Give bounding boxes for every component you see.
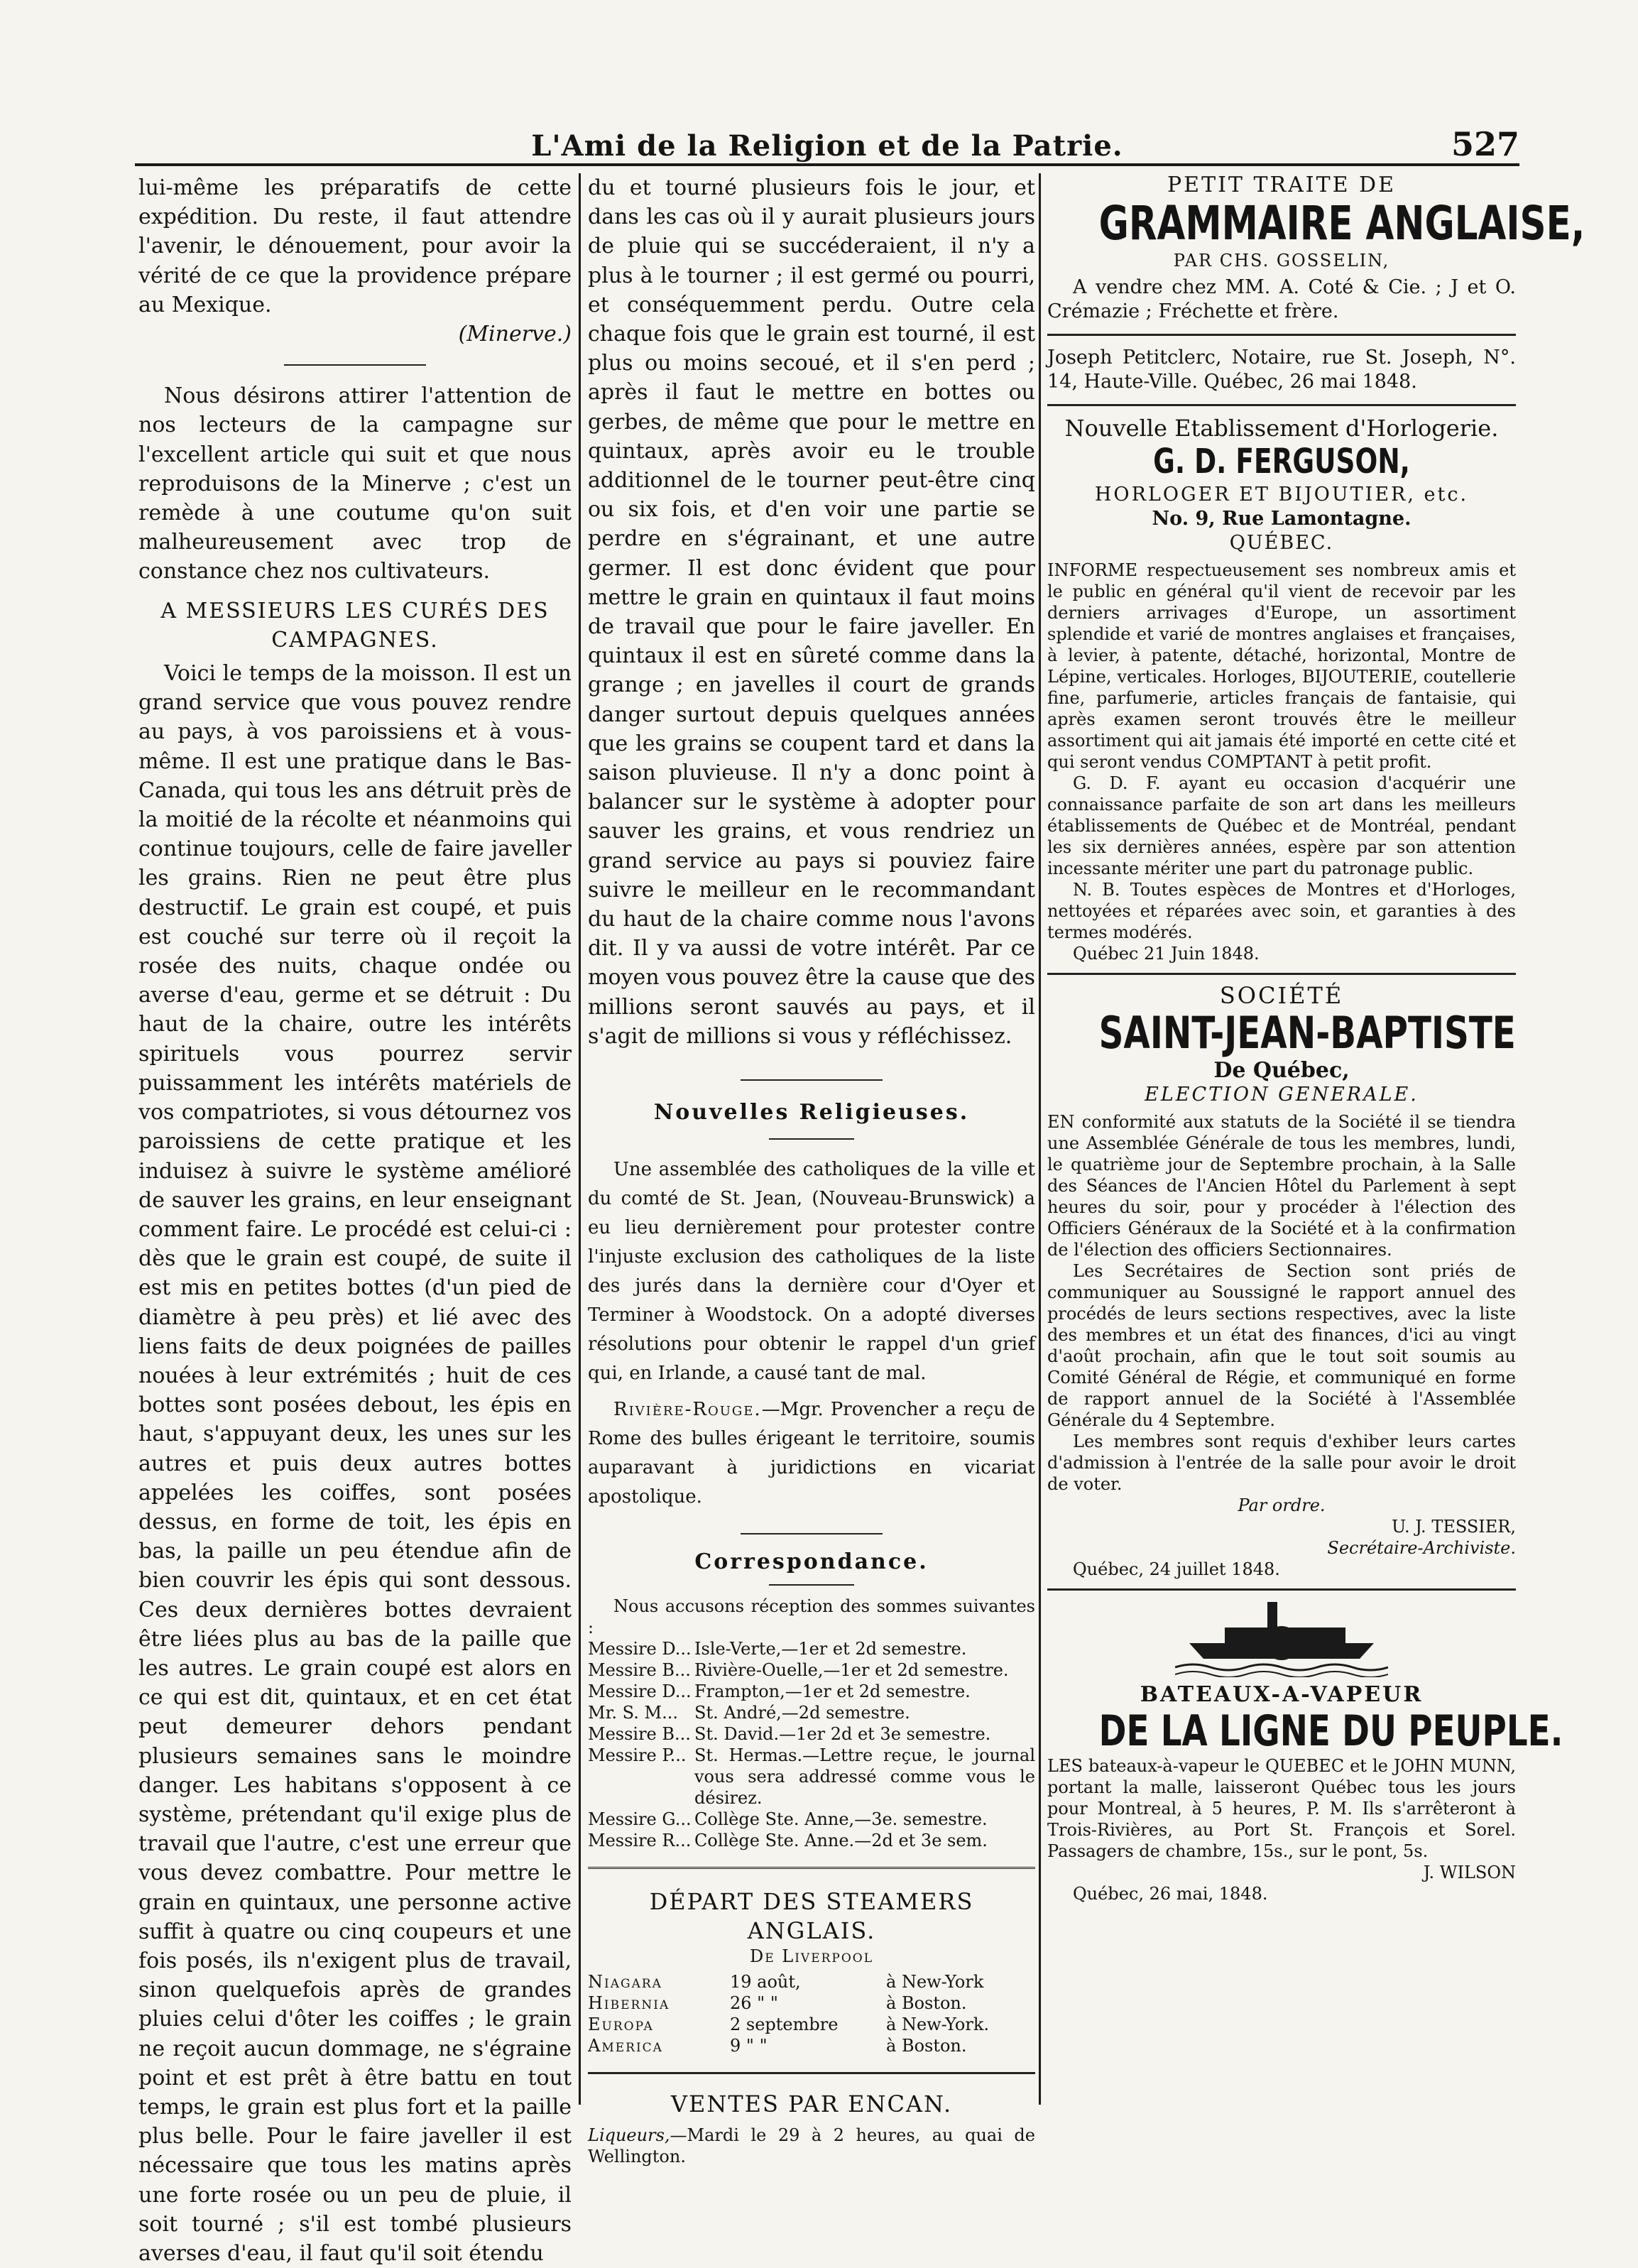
steamer-row: Niagara 19 août, à New-York	[588, 1971, 984, 1992]
receipt-row: Messire B... St. David.—1er 2d et 3e semestre.	[588, 1723, 991, 1744]
correspondence-intro: Nous accusons réception des sommes suivantes :	[588, 1596, 1035, 1637]
society-ad-title: SAINT-JEAN-BAPTISTE	[1098, 1007, 1516, 1059]
receipt-row: Messire D... Frampton,—1er et 2d semestre.	[588, 1681, 971, 1701]
watch-ad-address: No. 9, Rue Lamontagne.	[1152, 508, 1412, 530]
watch-ad-trade: HORLOGER ET BIJOUTIER, etc.	[1094, 484, 1469, 506]
steamer-row: Hibernia 26 " " à Boston.	[588, 1992, 967, 2013]
newspaper-title: L'Ami de la Religion et de la Patrie.	[531, 129, 1123, 163]
divider	[588, 1867, 1035, 1872]
watch-ad-text: INFORME respectueusement ses nombreux amis et le public en général qu'il vient de recevoir par les derniers arrivages d'Europe, un assortiment splendide et varié de montres anglaises et françaises, à levier, à patente, détaché, horizontal, Montre de Lépine, verticales. Horloges, BIJOUTERIE, coutellerie fine, parfumerie, articles français de fantaisie, qui après examen seront trouvés être le meilleur assortiment qui ait jamais été importé en cette cité et qui seront vendus COMPTANT à petit profit.	[1047, 560, 1516, 772]
society-ad-date: Québec, 24 juillet 1848.	[1073, 1559, 1280, 1579]
watch-ad-title: Nouvelle Etablissement d'Horlogerie.	[1064, 415, 1499, 442]
column-1	[138, 173, 572, 2268]
divider	[1047, 973, 1516, 975]
page-number: 527	[1451, 125, 1519, 163]
auction-heading: VENTES PAR ENCAN.	[670, 2090, 953, 2117]
society-ad-p3: Les membres sont requis d'exhiber leurs cartes d'admission à l'entrée de la salle pour avoir le droit de voter.	[1047, 1432, 1516, 1494]
watch-ad-nb: N. B. Toutes espèces de Montres et d'Horloges, nettoyées et réparées avec soin, et garanties à des termes modérés.	[1047, 880, 1516, 942]
society-ad-p1: EN conformité aux statuts de la Société il se tiendra une Assemblée Générale de tous les membres, lundi, le quatrième jour de Septembre prochain, à la Salle des Séances de l'Ancien Hôtel du Parlement à sept heures du soir, pour y procéder à l'élection des Officiers Généraux de la Société et à la confirmation de l'élection des officiers Sectionnaires.	[1047, 1112, 1516, 1260]
steamboat-ad-date: Québec, 26 mai, 1848.	[1073, 1884, 1268, 1904]
divider	[284, 364, 426, 366]
auction-detail: —Mardi le 29 à 2 heures, au quai de Wellington.	[588, 2125, 1035, 2167]
watch-ad-city: QUÉBEC.	[1229, 532, 1334, 554]
receipt-row: Messire P... St. Hermas.—Lettre reçue, le journal vous sera addressé comme vous le désirez.	[588, 1745, 1035, 1808]
column-3	[1047, 173, 1585, 1904]
receipt-row: Messire B... Rivière-Ouelle,—1er et 2d semestre.	[588, 1659, 1009, 1680]
news-item: Une assemblée des catholiques de la ville et du comté de St. Jean, (Nouveau-Brunswick) a eu lieu dernièrement pour protester contre l'injuste exclusion des catholiques de la liste des jurés dans la dernière cour d'Oyer et Terminer à Woodstock. On a adopté diverses résolutions pour obtenir le rappel d'un grief qui, en Irlande, a causé tant de mal.	[588, 1159, 1035, 1385]
society-ad-role: Secrétaire-Archiviste.	[1327, 1538, 1516, 1558]
news-item-red-river	[588, 1395, 1035, 1512]
receipt-row: Messire R... Collège Ste. Anne.—2d et 3e sem.	[588, 1830, 988, 1850]
watch-ad-text2: G. D. F. ayant eu occasion d'acquérir une connaissance parfaite de son art dans les meilleurs établissements de Québec et de Montréal, pendant les six dernières années, espère par son attention incessante mériter une part du patronage public.	[1047, 773, 1516, 878]
society-ad-election: ELECTION GENERALE.	[1145, 1084, 1419, 1106]
steamers-heading: DÉPART DES STEAMERS ANGLAIS.	[649, 1887, 974, 1944]
society-ad-p2: Les Secrétaires de Section sont priés de communiquer au Soussigné le rapport annuel des procédés de leurs sections respectives, avec la liste des membres et un état des finances, d'ici au vingt d'août prochain, afin que le tout soit soumis au Comité Général de Régie, et communiqué en forme de rapport annuel de la Société à l'Assemblée Générale du 4 Septembre.	[1047, 1261, 1516, 1430]
receipt-row: Messire D... Isle-Verte,—1er et 2d semestre.	[588, 1638, 967, 1659]
divider	[741, 1533, 883, 1534]
auction-text	[588, 2125, 1035, 2167]
steamer-row: America 9 " " à Boston.	[588, 2035, 967, 2056]
divider	[1047, 334, 1516, 336]
steamboat-ad-text: LES bateaux-à-vapeur le QUEBEC et le JOHN MUNN, portant la malle, laisseront Québec tous les jours pour Montreal, à 5 heures, P. M. Ils s'arrêteront à Trois-Rivières, au Port St. François et Sorel. Passagers de chambre, 15s., sur le pont, 5s.	[1047, 1756, 1516, 1861]
article-body: Voici le temps de la moisson. Il est un grand service que vous pouvez rendre au pays, à vos paroissiens et à vous-même. Il est une pratique dans le Bas-Canada, qui tous les ans détruit près de la moitié de la récolte et néanmoins qui continue toujours, celle de faire javeller les grains. Rien ne peut être plus destructif. Le grain est coupé, et puis est couché sur terre où il reçoit la rosée des nuits, chaque ondée ou averse d'eau, germe et se détruit : Du haut de la chaire, outre les intérêts spirituels vous pourrez servir puissamment les intérêts matériels de vos compatriotes, si vous détournez vos paroissiens de cette pratique et les induisez à suivre le système amélioré de sauver les grains, en leur enseignant comment faire. Le procédé est celui-ci : dès que le grain est coupé, de suite il est mis en petites bottes (d'un pied de diamètre à peu près) et lié avec des liens faits de deux poignées de pailles nouées à leur extrémités ; huit de ces bottes sont posées debout, les épis en haut, s'appuyant deux, les unes sur les autres et puis deux autres bottes appelées les coiffes, sont posées dessus, en forme de toit, les épis en bas, la paille un peu étendue afin de bien couvrir les épis qui sont dessous. Ces deux dernières bottes devraient être liées plus au bas de la paille que les autres. Le grain coupé est alors en ce qui est dit, quintaux, et en cet état peut demeurer dehors pendant plusieurs semaines sans le moindre danger. Les habitans s'opposent à ce système, prétendant qu'il exige plus de travail que l'autre, c'est une erreur que vous devez combattre. Pour mettre le grain en quintaux, une personne active suffit à quatre ou cinq coupeurs et une fois posés, ils n'exigent plus de travail, sinon quelquefois après de grandes pluies celui d'ôter les coiffes ; le grain ne reçoit aucun dommage, ne s'égraine point et est prêt à être battu en tout temps, le grain est plus fort et la paille plus belle. Pour le faire javeller il est nécessaire que tous les matins après une forte rosée ou un peu de pluie, il soit tourné ; s'il est tombé plusieurs averses d'eau, il faut qu'il soit étendu	[138, 661, 572, 2267]
society-ad-city: De Québec,	[1213, 1058, 1350, 1083]
receipt-row: Messire G... Collège Ste. Anne,—3e. semestre.	[588, 1809, 988, 1829]
steamers-origin: De Liverpool	[749, 1946, 874, 1966]
divider	[741, 1079, 883, 1081]
divider	[588, 2072, 1035, 2074]
steamboat-icon	[1175, 1599, 1388, 1677]
notary-ad: Joseph Petitclerc, Notaire, rue St. Joseph, N°. 14, Haute-Ville. Québec, 26 mai 1848.	[1047, 347, 1516, 393]
society-ad-order: Par ordre.	[1238, 1495, 1326, 1515]
society-ad-signer: U. J. TESSIER,	[1392, 1517, 1516, 1537]
column-2	[588, 173, 1035, 2167]
divider	[1047, 1588, 1516, 1591]
article-source: (Minerve.)	[458, 322, 572, 347]
correspondence-heading: Correspondance.	[694, 1549, 929, 1575]
column-rule-2	[1039, 173, 1041, 2105]
column-rule-1	[579, 173, 581, 2105]
steamboat-ad-title: DE LA LIGNE DU PEUPLE.	[1098, 1706, 1563, 1756]
grammar-ad-sale: A vendre chez MM. A. Coté & Cie. ; J et O. Crémazie ; Fréchette et frère.	[1047, 276, 1516, 322]
steamer-row: Europa 2 septembre à New-York.	[588, 2014, 990, 2034]
article-body-continued: du et tourné plusieurs fois le jour, et dans les cas où il y aurait plusieurs jours de pluie qui se succéderaient, il n'y a plus à le tourner ; il est germé ou pourri, et conséquemment perdu. Outre cela chaque fois que le grain est tourné, il est plus ou moins secoué, et il s'en perd ; après il faut le mettre en bottes ou gerbes, de même que pour le mettre en quintaux, après avoir eu le trouble additionnel de le tourner peut-être cinq ou six fois, et d'en voir une partie se perdre en s'égrainant, et une autre germer. Il est donc évident que pour mettre le grain en quintaux il faut moins de travail que pour le faire javeller. En quintaux il est en sûreté comme dans la grange ; en javelles il court de grands danger surtout depuis quelques années que les grains se coupent tard et dans la saison pluvieuse. Il n'y a donc point à balancer sur le système à adopter pour sauver les grains, et vous rendriez un grand service au pays si pouviez faire suivre le meilleur en le recommandant du haut de la chaire comme nous l'avons dit. Il y va aussi de votre intérêt. Par ce moyen vous pouvez être la cause que des millions seront sauvés au pays, et il s'agit de millions si vous y réfléchissez.	[588, 175, 1035, 1049]
divider	[769, 1138, 854, 1140]
watch-ad-date: Québec 21 Juin 1848.	[1073, 944, 1260, 964]
news-place: Rivière-Rouge.	[613, 1399, 762, 1421]
receipts-list	[588, 1638, 1035, 1851]
masthead	[135, 107, 1519, 166]
grammar-ad-title: GRAMMAIRE ANGLAISE,	[1098, 196, 1585, 251]
steamers-table	[588, 1971, 1035, 2056]
editor-note: Nous désirons attirer l'attention de nos lecteurs de la campagne sur l'excellent article qui suit et que nous reproduisons de la Minerve ; c'est un remède à une coutume qu'on suit malheureusement avec trop de constance chez nos cultivateurs.	[138, 383, 572, 584]
steamboat-ad-signer: J. WILSON	[1423, 1863, 1516, 1882]
grammar-ad-author: PAR CHS. GOSSELIN,	[1173, 251, 1390, 271]
article-continuation: lui-même les préparatifs de cette expédition. Du reste, il faut attendre l'avenir, le dénouement, pour avoir la vérité de ce que la providence prépare au Mexique.	[138, 175, 572, 317]
auction-lead: Liqueurs,	[588, 2125, 670, 2146]
steamboat-ad-line1: BATEAUX-A-VAPEUR	[1140, 1682, 1424, 1707]
news-text: —Mgr. Provencher a reçu de Rome des bulles érigeant le territoire, soumis auparavant à juridictions en vicariat apostolique.	[588, 1399, 1035, 1508]
receipt-row: Mr. S. M... St. André,—2d semestre.	[588, 1702, 910, 1723]
society-ad-line1: SOCIÉTÉ	[1219, 982, 1344, 1009]
divider	[769, 1584, 854, 1586]
grammar-ad-line1: PETIT TRAITE DE	[1167, 173, 1396, 197]
divider	[1047, 404, 1516, 406]
watch-ad-name: G. D. FERGUSON,	[1153, 442, 1410, 481]
religious-news-heading: Nouvelles Religieuses.	[653, 1100, 970, 1125]
article-heading: A MESSIEURS LES CURÉS DES CAMPAGNES.	[160, 598, 550, 653]
